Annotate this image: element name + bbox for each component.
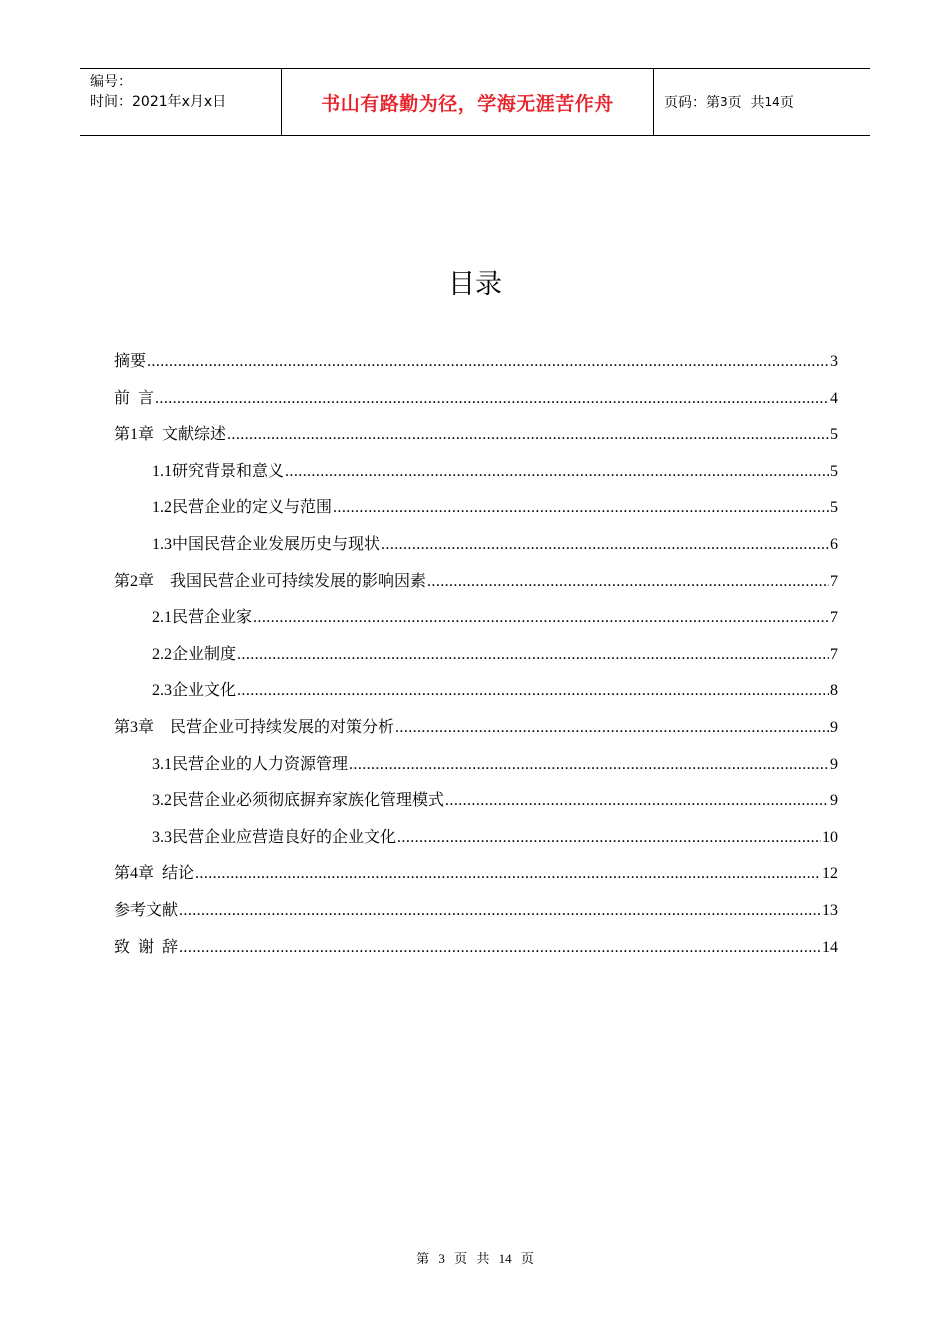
- toc-label: 致 谢 辞: [114, 938, 179, 956]
- toc-page-number: 5: [830, 426, 838, 444]
- toc-leader: [227, 417, 829, 454]
- toc-leader: [237, 637, 829, 674]
- toc-label: 3.1民营企业的人力资源管理: [152, 755, 349, 773]
- toc-leader: [179, 893, 821, 930]
- header-page-info: [654, 69, 870, 135]
- toc-label: 参考文献: [114, 901, 179, 919]
- toc-entry-chapter-2[interactable]: [114, 564, 838, 601]
- document-number-label: 编号：: [90, 74, 132, 90]
- toc-page-number: 13: [822, 901, 838, 919]
- toc-page-number: 7: [830, 645, 838, 663]
- toc-entry-acknowledgements[interactable]: [114, 930, 838, 967]
- toc-entry-2-2[interactable]: [114, 637, 838, 674]
- toc-leader: [427, 564, 829, 601]
- header-meta: [80, 69, 281, 135]
- document-time-label: 时间：2021年x月x日: [90, 94, 227, 110]
- toc-leader: [155, 381, 829, 418]
- toc-entry-1-1[interactable]: [114, 454, 838, 491]
- toc-page-number: 5: [830, 462, 838, 480]
- toc-label: 第4章 结论: [114, 865, 195, 883]
- toc-label: 第2章 我国民营企业可持续发展的影响因素: [114, 572, 427, 590]
- toc-leader: [445, 783, 829, 820]
- toc-entry-3-1[interactable]: [114, 747, 838, 784]
- page-mid: 页 共: [727, 95, 765, 111]
- toc-page-number: 9: [830, 755, 838, 773]
- toc-leader: [381, 527, 829, 564]
- toc-page-number: 9: [830, 792, 838, 810]
- toc-entry-1-2[interactable]: [114, 490, 838, 527]
- toc-page-number: 3: [830, 353, 838, 370]
- table-of-contents: [114, 344, 838, 966]
- page-header: [80, 68, 870, 136]
- toc-label: 2.2企业制度: [152, 645, 237, 663]
- page-suffix: 页: [779, 95, 794, 111]
- header-motto: 书山有路勤为径，学海无涯苦作舟: [281, 69, 654, 135]
- toc-label: 3.2民营企业必须彻底摒弃家族化管理模式: [152, 792, 445, 810]
- toc-label: 摘要: [114, 353, 147, 370]
- page-total: 14: [764, 95, 780, 109]
- toc-label: 第1章 文献综述: [114, 426, 227, 444]
- toc-entry-2-3[interactable]: [114, 673, 838, 710]
- toc-page-number: 6: [830, 535, 838, 553]
- toc-page-number: 9: [830, 718, 838, 736]
- toc-label: 1.3中国民营企业发展历史与现状: [152, 535, 381, 553]
- toc-entry-1-3[interactable]: [114, 527, 838, 564]
- toc-label: 1.1研究背景和意义: [152, 462, 285, 480]
- toc-leader: [147, 344, 829, 381]
- toc-entry-abstract[interactable]: [114, 344, 838, 381]
- toc-label: 2.3企业文化: [152, 682, 237, 700]
- toc-leader: [237, 673, 829, 710]
- toc-label: 第3章 民营企业可持续发展的对策分析: [114, 718, 395, 736]
- toc-leader: [285, 454, 829, 491]
- toc-page-number: 7: [830, 572, 838, 590]
- toc-leader: [349, 747, 829, 784]
- page-current: 3: [720, 95, 728, 109]
- toc-label: 1.2民营企业的定义与范围: [152, 499, 333, 517]
- toc-page-number: 10: [822, 828, 838, 846]
- toc-entry-2-1[interactable]: [114, 600, 838, 637]
- toc-entry-chapter-4[interactable]: [114, 856, 838, 893]
- toc-page-number: 5: [830, 499, 838, 517]
- toc-page-number: 14: [822, 938, 838, 956]
- toc-leader: [195, 856, 821, 893]
- toc-leader: [397, 820, 821, 857]
- toc-leader: [253, 600, 829, 637]
- page-footer: 第 3 页 共 14 页: [416, 1251, 534, 1266]
- toc-entry-chapter-1[interactable]: [114, 417, 838, 454]
- toc-entry-preface[interactable]: [114, 381, 838, 418]
- toc-leader: [333, 490, 829, 527]
- toc-label: 2.1民营企业家: [152, 609, 253, 627]
- toc-entry-3-2[interactable]: [114, 783, 838, 820]
- toc-label: 前 言: [114, 389, 155, 407]
- toc-page-number: 12: [822, 865, 838, 883]
- toc-entry-chapter-3[interactable]: [114, 710, 838, 747]
- toc-page-number: 4: [830, 389, 838, 407]
- toc-page-number: 8: [830, 682, 838, 700]
- page-title: 目录: [448, 269, 502, 300]
- page-prefix: 页码：第: [664, 95, 720, 111]
- toc-entry-references[interactable]: [114, 893, 838, 930]
- toc-leader: [179, 930, 821, 967]
- toc-entry-3-3[interactable]: [114, 820, 838, 857]
- toc-page-number: 7: [830, 609, 838, 627]
- toc-leader: [395, 710, 829, 747]
- toc-label: 3.3民营企业应营造良好的企业文化: [152, 828, 397, 846]
